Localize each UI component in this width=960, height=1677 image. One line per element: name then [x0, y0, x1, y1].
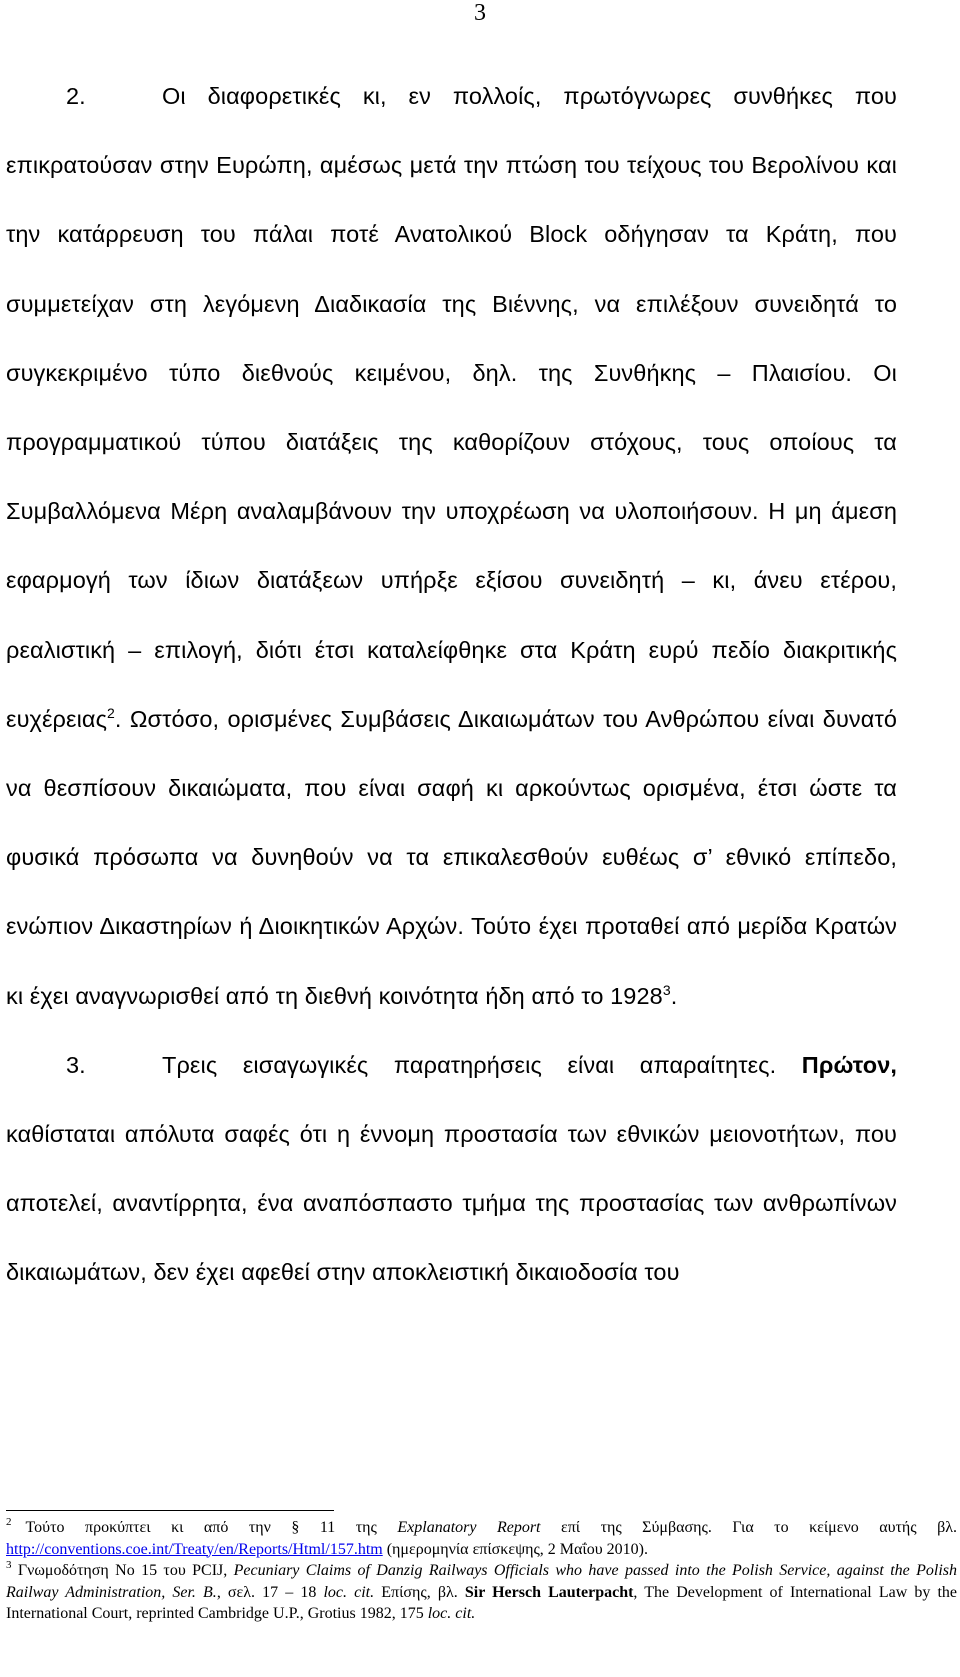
footnote-text: , σελ. 17 – 18 [216, 1583, 324, 1601]
footnote-number: 3 [6, 1559, 12, 1571]
paragraph-text: . Ωστόσο, ορισμένες Συμβάσεις Δικαιωμάτων του Ανθρώπου είναι δυνατό να θεσπίσουν δικαιώματα, που είναι σαφή κι αρκούντως ορισμένα, έτσι ώστε τα φυσικά πρόσωπα να δυνηθούν να τα επικαλεσθούν ευθέως σ’ εθνικό επίπεδο, ενώπιον Δικαστηρίων ή Διοικητικών Αρχών. Τούτο έχει προταθεί από μερίδα Κρατών κι έχει αναγνωρισθεί από τη διεθνή κοινότητα ήδη από το 1928 [6, 705, 897, 1009]
footnote-ref[interactable]: 2 [107, 704, 115, 721]
footnotes [6, 1517, 957, 1625]
footnote-text: Επίσης, βλ. [374, 1583, 465, 1601]
footnote-text: Τούτο προκύπτει κι από την § 11 της [25, 1519, 398, 1536]
page-number: 3 [474, 0, 486, 26]
footnote-ref[interactable]: 3 [662, 981, 671, 998]
paragraph-text: καθίσταται απόλυτα σαφές ότι η έννομη προστασία των εθνικών μειονοτήτων, που αποτελεί, αναντίρρητα, ένα αναπόσπαστο τμήμα της προστασίας των ανθρωπίνων δικαιωμάτων, δεν έχει αφεθεί στην αποκλειστική δικαιοδοσία του [6, 1121, 897, 1286]
footnote-separator [6, 1510, 334, 1511]
footnote-text: (ημερομηνία επίσκεψης, 2 Μαΐου 2010). [382, 1540, 648, 1558]
emphasis-text: Πρώτον, [801, 1051, 897, 1078]
footnote-italic: Explanatory Report [397, 1519, 541, 1536]
footnote-italic: loc. cit. [323, 1583, 375, 1601]
footnote-2 [6, 1517, 957, 1560]
paragraph-2 [6, 62, 897, 1031]
footnote-text: Γνωμοδότηση No 15 του PCIJ, [11, 1562, 234, 1579]
footnote-link[interactable]: http://conventions.coe.int/Treaty/en/Reports/Html/157.htm [6, 1540, 383, 1558]
footnote-bold: Sir Hersch Lauterpacht [464, 1583, 634, 1601]
paragraph-number: 3. [66, 1051, 86, 1078]
footnote-text: επί της Σύμβασης. Για το κείμενο αυτής βλ. [540, 1519, 958, 1536]
paragraph-text: Τρεις εισαγωγικές παρατηρήσεις είναι απαραίτητες. [162, 1051, 802, 1078]
footnote-text: , The Development of International Law by the International Court, reprinted Cambridge U.P., Grotius 1982, 175 [6, 1583, 958, 1622]
paragraph-3 [6, 1031, 897, 1308]
paragraph-number: 2. [66, 83, 86, 109]
paragraph-text: . [670, 982, 678, 1009]
footnote-italic: Pecuniary Claims of Danzig Railways Officials who have passed into the Polish Service, against the Polish Railway Administration, Ser. B. [6, 1562, 958, 1601]
footnote-3 [6, 1560, 957, 1625]
body-text [6, 62, 897, 1308]
paragraph-text: Οι διαφορετικές κι, εν πολλοίς, πρωτόγνωρες συνθήκες που επικρατούσαν στην Ευρώπη, αμέσως μετά την πτώση του τείχους του Βερολίνου και την κατάρρευση του πάλαι ποτέ Ανατολικού Block οδήγησαν τα Κράτη, που συμμετείχαν στη λεγόμενη Διαδικασία της Βιέννης, να επιλέξουν συνειδητά το συγκεκριμένο τύπο διεθνούς κειμένου, δηλ. της Συνθήκης – Πλαισίου. Οι προγραμματικού τύπου διατάξεις της καθορίζουν στόχους, τους οποίους τα Συμβαλλόμενα Μέρη αναλαμβάνουν την υποχρέωση να υλοποιήσουν. Η μη άμεση εφαρμογή των ίδιων διατάξεων υπήρξε εξίσου συνειδητή – κι, άνευ ετέρου, ρεαλιστική – επιλογή, διότι έτσι καταλείφθηκε στα Κράτη ευρύ πεδίο διακριτικής ευχέρειας [6, 83, 897, 732]
footnote-italic: loc. cit. [427, 1605, 476, 1622]
footnote-number: 2 [6, 1516, 12, 1528]
